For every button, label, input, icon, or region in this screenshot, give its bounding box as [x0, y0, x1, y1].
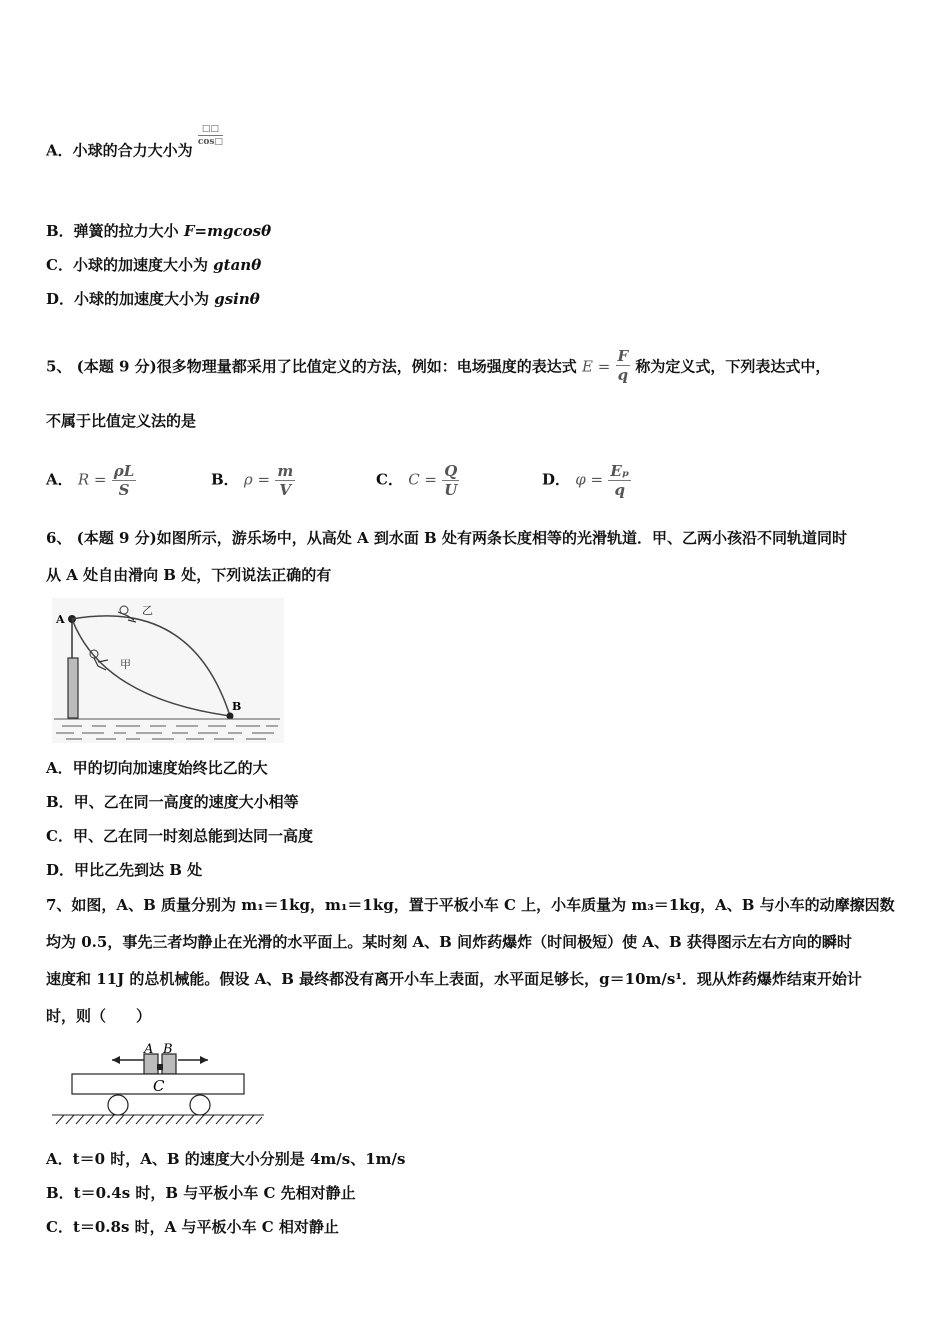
- q4-option-d: D．小球的加速度大小为 gsinθ: [46, 290, 260, 308]
- q7-stem-line1: 7、如图，A、B 质量分别为 m₁＝1kg，m₁＝1kg，置于平板小车 C 上，小车质量为 m₃＝1kg，A、B 与小车的动摩擦因数: [46, 896, 895, 914]
- q6-tower: [68, 658, 78, 718]
- q7-wheel-left: [108, 1095, 128, 1115]
- q7-label-a: A: [144, 1042, 154, 1057]
- q6-option-c: C．甲、乙在同一时刻总能到达同一高度: [46, 827, 313, 845]
- q5-option-b: B． ρ = $\frac{m}{V}$: [211, 462, 294, 499]
- q7-block-a: [144, 1054, 158, 1074]
- q7-option-c: C．t＝0.8s 时，A 与平板小车 C 相对静止: [46, 1218, 339, 1236]
- q6-stem-line1: 6、 (本题 9 分)如图所示，游乐场中，从高处 A 到水面 B 处有两条长度相等的光滑轨道．甲、乙两小孩沿不同轨道同时: [46, 529, 847, 547]
- q7-option-b: B．t＝0.4s 时，B 与平板小车 C 先相对静止: [46, 1184, 356, 1202]
- q6-option-a: A．甲的切向加速度始终比乙的大: [46, 759, 268, 777]
- q7-label-b: B: [163, 1042, 173, 1057]
- q4-option-b: B．弹簧的拉力大小 F=mgcosθ: [46, 222, 272, 240]
- q5-option-d: D． φ = $\frac{\text{Eₚ}}{q}$: [542, 462, 630, 499]
- q5-stem-line1: 5、 (本题 9 分)很多物理量都采用了比值定义的方法，例如：电场强度的表达式 E = $\frac{F}{q}$ 称为定义式，下列表达式中，: [46, 347, 831, 384]
- q4-option-c: C．小球的加速度大小为 gtanθ: [46, 256, 262, 274]
- q7-arrow-right: [178, 1056, 208, 1064]
- q5-option-a: A． R = $\frac{\rho L}{S}$: [46, 462, 135, 499]
- q6-point-b: [227, 713, 234, 720]
- q7-figure: [50, 1040, 266, 1130]
- q5-option-c: C． C = $\frac{Q}{U}$: [376, 462, 458, 499]
- q5-stem-line2: 不属于比值定义法的是: [46, 412, 197, 430]
- q7-ground: [52, 1115, 264, 1124]
- q7-explosive: [157, 1064, 163, 1070]
- q7-block-b: [162, 1054, 176, 1074]
- q4-option-a: [46, 124, 223, 164]
- q6-figure: [52, 598, 284, 743]
- q6-label-a: A: [56, 613, 65, 626]
- q6-stem-line2: 从 A 处自由滑向 B 处，下列说法正确的有: [46, 566, 332, 584]
- q6-label-jia: 甲: [120, 658, 131, 671]
- q7-option-a: A．t＝0 时，A、B 的速度大小分别是 4m/s、1m/s: [46, 1150, 406, 1168]
- q6-label-yi: 乙: [142, 604, 153, 617]
- q6-option-d: D．甲比乙先到达 B 处: [46, 861, 203, 879]
- q7-label-c: C: [153, 1077, 165, 1095]
- q7-wheel-right: [190, 1095, 210, 1115]
- q4-option-a-fraction: $\frac{□□}{\cos□}$: [197, 124, 223, 147]
- q6-option-b: B．甲、乙在同一高度的速度大小相等: [46, 793, 299, 811]
- q7-stem-line2: 均为 0.5，事先三者均静止在光滑的水平面上。某时刻 A、B 间炸药爆炸（时间极短）使 A、B 获得图示左右方向的瞬时: [46, 933, 852, 951]
- q4-option-a-text: A．小球的合力大小为: [46, 141, 193, 160]
- q7-stem-line4: 时，则（ ）: [46, 1007, 152, 1025]
- q6-label-b: B: [232, 700, 242, 713]
- q7-arrow-left: [112, 1056, 144, 1064]
- q7-stem-line3: 速度和 11J 的总机械能。假设 A、B 最终都没有离开小车上表面，水平面足够长，g＝10m/s¹．现从炸药爆炸结束开始计: [46, 970, 862, 988]
- q5-formula-fraction: $\frac{F}{q}$: [617, 347, 629, 384]
- q5-formula-lhs: E =: [581, 357, 611, 376]
